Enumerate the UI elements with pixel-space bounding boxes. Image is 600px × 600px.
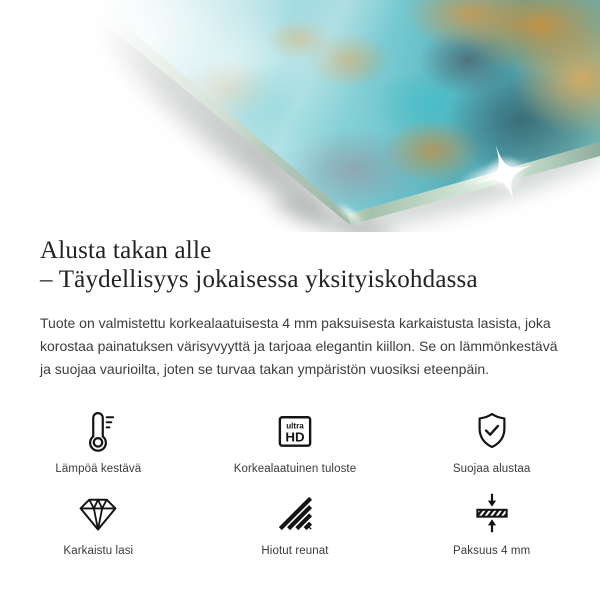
thermometer-icon <box>76 407 120 455</box>
feature-protects-base <box>393 407 590 475</box>
feature-thickness <box>393 489 590 557</box>
diamond-icon <box>76 489 120 537</box>
polished-edges-icon <box>273 489 317 537</box>
feature-label: Lämpöä kestävä <box>55 463 142 475</box>
feature-ultra-hd-print <box>197 407 394 475</box>
ultra-hd-badge-bottom: HD <box>285 429 305 445</box>
feature-label: Karkaistu lasi <box>63 545 134 557</box>
page-title-line2: – Täydellisyys jokaisessa yksityiskohdassa <box>40 266 478 293</box>
ultra-hd-badge-top: ultra <box>286 421 304 431</box>
feature-label: Korkealaatuinen tuloste <box>233 463 357 475</box>
thickness-icon <box>470 489 514 537</box>
feature-label: Hiotut reunat <box>261 545 329 557</box>
intro-paragraph: Tuote on valmistettu korkealaatuisesta 4 mm paksuisesta karkaistusta lasista, joka korostaa painatuksen värisyvyyttä ja tarjoaa elegantin kiillon. Se on lämmönkestävä ja suojaa vaurioilta, joten se turvaa takan ympäristön vuosiksi eteenpäin. <box>40 315 558 377</box>
page-title <box>40 236 560 294</box>
feature-tempered-glass <box>0 489 197 557</box>
product-photo <box>0 0 600 232</box>
page-title-line1: Alusta takan alle <box>40 237 212 264</box>
feature-label: Paksuus 4 mm <box>453 545 531 557</box>
feature-heat-resistant <box>0 407 197 475</box>
shield-check-icon <box>470 407 514 455</box>
feature-polished-edges <box>197 489 394 557</box>
ultra-hd-icon <box>273 407 317 455</box>
feature-label: Suojaa alustaa <box>452 463 531 475</box>
features-grid <box>0 407 590 557</box>
content-block <box>0 236 600 557</box>
